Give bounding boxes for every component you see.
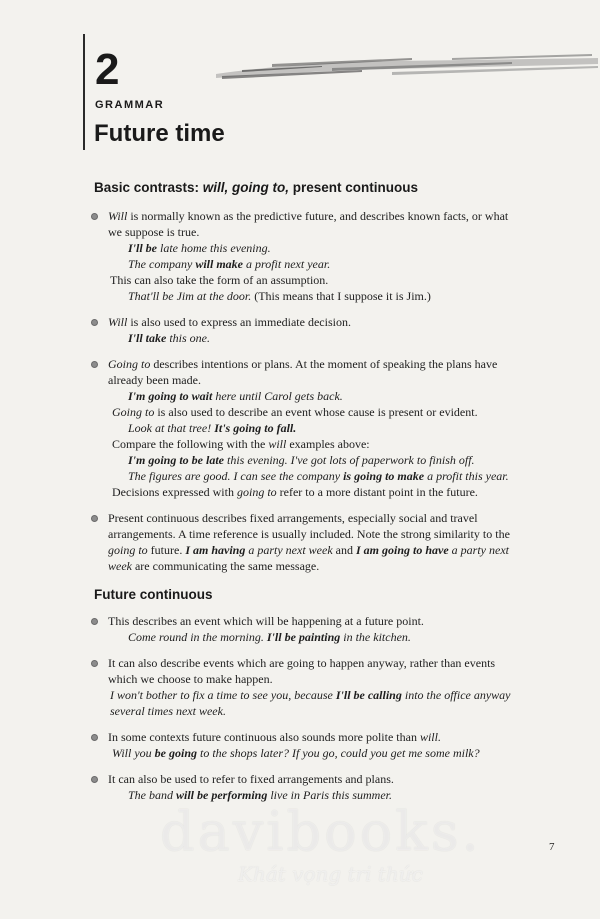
text-line xyxy=(110,273,328,288)
bold-italic-run: will be performing xyxy=(176,788,268,802)
section-heading xyxy=(94,179,418,197)
text-line xyxy=(128,331,210,346)
italic-run: Will xyxy=(108,315,128,329)
italic-run: going to xyxy=(108,543,148,557)
text-line xyxy=(108,373,201,388)
italic-run: Will xyxy=(108,209,128,223)
bold-italic-run: I'll be xyxy=(128,241,157,255)
text-run: It can also be used to refer to fixed arrangements and plans. xyxy=(108,772,394,786)
text-run: Present continuous describes fixed arrangements, especially social and travel xyxy=(108,511,478,525)
text-run: In some contexts future continuous also sounds more polite than xyxy=(108,730,420,744)
text-run: is also used to express an immediate decision. xyxy=(127,315,351,329)
text-line xyxy=(128,241,271,256)
italic-run: live in Paris this summer. xyxy=(267,788,393,802)
bold-italic-run: I am going to have xyxy=(355,543,449,557)
italic-run: here until Carol gets back. xyxy=(212,389,343,403)
chapter-number: 2 xyxy=(95,45,119,94)
text-line xyxy=(128,289,431,304)
text-line xyxy=(108,730,441,745)
text-line xyxy=(108,614,424,629)
bullet-icon xyxy=(91,213,98,220)
text-line xyxy=(112,746,480,761)
bold-italic-run: I'll take xyxy=(128,331,167,345)
text-line xyxy=(108,772,394,787)
text-line xyxy=(128,421,296,436)
section-label: GRAMMAR xyxy=(95,99,165,111)
page-title: Future time xyxy=(94,120,225,147)
bullet-icon xyxy=(91,319,98,326)
text-line xyxy=(108,559,319,574)
text-line xyxy=(128,257,330,272)
text-line xyxy=(112,437,370,452)
bullet-icon xyxy=(91,734,98,741)
page-number: 7 xyxy=(549,841,555,853)
text-line xyxy=(108,357,497,372)
bold-italic-run: I'm going to wait xyxy=(128,389,213,403)
text-line xyxy=(108,315,351,330)
text-line xyxy=(128,469,509,484)
text-run: This can also take the form of an assumption. xyxy=(110,273,329,287)
italic-run: late home this evening. xyxy=(157,241,271,255)
bold-italic-run: I'm going to be late xyxy=(128,453,224,467)
italic-run: a profit next year. xyxy=(243,257,331,271)
section-heading-part: Future continuous xyxy=(94,587,213,602)
text-run: future. xyxy=(147,543,186,557)
bullet-icon xyxy=(91,618,98,625)
text-line xyxy=(112,405,478,420)
italic-run: I won't bother to fix a time to see you, because xyxy=(110,688,336,702)
bullet-icon xyxy=(91,776,98,783)
watermark-slogan: Khát vọng tri thức xyxy=(238,862,423,886)
bullet-icon xyxy=(91,361,98,368)
italic-run: Look at that tree! xyxy=(128,421,215,435)
italic-run: to the shops later? If you go, could you get me some milk? xyxy=(197,746,480,760)
italic-run: a party next xyxy=(448,543,509,557)
text-run: arrangements. A time reference is usually included. Note the strong similarity to the xyxy=(108,527,510,541)
text-line xyxy=(108,672,273,687)
italic-run: Going to xyxy=(108,357,151,371)
brush-stroke-decoration xyxy=(212,52,600,84)
text-line xyxy=(128,453,475,468)
italic-run: will xyxy=(268,437,287,451)
italic-run: Going to xyxy=(112,405,155,419)
text-run: This describes an event which will be happening at a future point. xyxy=(108,614,424,628)
italic-run: The company xyxy=(128,257,196,271)
text-run: (This means that I suppose it is Jim.) xyxy=(251,289,431,303)
bold-italic-run: will make xyxy=(195,257,243,271)
italic-run: That'll be Jim at the door. xyxy=(128,289,252,303)
text-line xyxy=(108,543,509,558)
text-line xyxy=(108,511,478,526)
italic-run: Come round in the morning. xyxy=(128,630,267,644)
text-run: is also used to describe an event whose cause is present or evident. xyxy=(154,405,478,419)
italic-run: this evening. I've got lots of paperwork to finish off. xyxy=(224,453,475,467)
text-run: It can also describe events which are going to happen anyway, rather than events xyxy=(108,656,496,670)
italic-run: The band xyxy=(128,788,176,802)
bold-italic-run: be going xyxy=(154,746,198,760)
section-heading-part: will, going to, xyxy=(202,180,290,195)
text-line xyxy=(108,527,510,542)
italic-run: in the kitchen. xyxy=(340,630,411,644)
chapter-divider-bar xyxy=(83,34,85,150)
text-line xyxy=(110,688,511,703)
text-run: refer to a more distant point in the future. xyxy=(276,485,478,499)
italic-run: a party next week xyxy=(245,543,333,557)
text-run: Compare the following with the xyxy=(112,437,269,451)
text-line xyxy=(110,704,226,719)
italic-run: will. xyxy=(419,730,441,744)
text-run: examples above: xyxy=(286,437,370,451)
bold-italic-run: is going to make xyxy=(343,469,425,483)
text-run: are communicating the same message. xyxy=(131,559,320,573)
text-line xyxy=(128,389,343,404)
text-run: describes intentions or plans. At the moment of speaking the plans have xyxy=(150,357,498,371)
text-run: Decisions expressed with xyxy=(112,485,237,499)
bold-italic-run: I'll be painting xyxy=(266,630,341,644)
section-heading-part: Basic contrasts: xyxy=(94,180,203,195)
text-line xyxy=(108,225,199,240)
italic-run: this one. xyxy=(166,331,211,345)
bold-italic-run: I'll be calling xyxy=(335,688,402,702)
section-heading-part: present continuous xyxy=(289,180,419,195)
text-line xyxy=(108,209,508,224)
text-line xyxy=(112,485,478,500)
text-run: we suppose is true. xyxy=(108,225,200,239)
section-heading xyxy=(94,586,213,604)
text-line xyxy=(108,656,495,671)
italic-run: The figures are good. I can see the company xyxy=(128,469,344,483)
text-line xyxy=(128,630,411,645)
bold-italic-run: I am having xyxy=(185,543,246,557)
bullet-icon xyxy=(91,660,98,667)
italic-run: going to xyxy=(236,485,277,499)
italic-run: week xyxy=(108,559,132,573)
text-run: which we choose to make happen. xyxy=(108,672,273,686)
bullet-icon xyxy=(91,515,98,522)
italic-run: into the office anyway xyxy=(401,688,511,702)
italic-run: a profit this year. xyxy=(424,469,509,483)
text-run: already been made. xyxy=(108,373,201,387)
italic-run: several times next week. xyxy=(110,704,226,718)
watermark-logo: davibooks. xyxy=(160,800,482,863)
bold-italic-run: It's going to fall. xyxy=(214,421,297,435)
text-run: is normally known as the predictive future, and describes known facts, or what xyxy=(127,209,509,223)
italic-run: Will you xyxy=(112,746,155,760)
text-run: and xyxy=(332,543,356,557)
